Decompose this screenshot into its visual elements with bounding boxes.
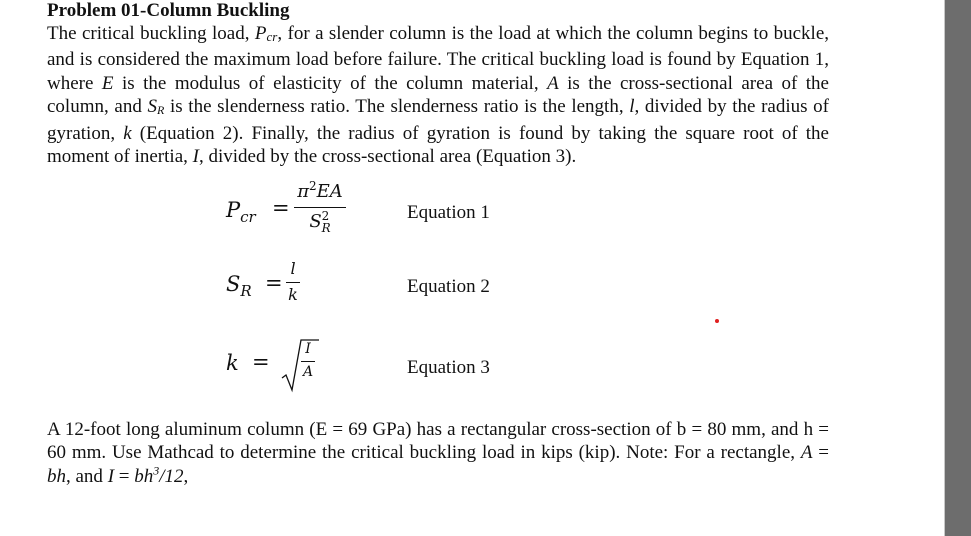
equation-2-label: Equation 2: [407, 276, 490, 297]
problem-title: Problem 01-Column Buckling: [47, 0, 290, 21]
equation-3-label: Equation 3: [407, 357, 490, 378]
vertical-scrollbar[interactable]: [945, 0, 971, 536]
red-dot-marker: [715, 319, 719, 323]
intro-paragraph: The critical buckling load, Pcr, for a slender column is the load at which the column begins to buckle, and is considered the maximum load before failure. The critical buckling load is found by Equation 1, where E is the modulus of elasticity of the column material, A is the cross-sectional area of the column, and SR is the slenderness ratio. The slenderness ratio is the length, l, divided by the radius of gyration, k (Equation 2). Finally, the radius of gyration is found by taking the square root of the moment of inertia, I, divided by the cross-sectional area (Equation 3).: [47, 23, 830, 168]
equation-1-label: Equation 1: [407, 202, 490, 223]
document-page: Problem 01-Column Buckling The critical buckling load, Pcr, for a slender column is the load at which the column begins to buckle, and is considered the maximum load before failure. The critical buckling load is found by Equation 1, where E is the modulus of elasticity of the column material, A is the cross-sectional area of the column, and SR is the slenderness ratio. The slenderness ratio is the length, l, divided by the radius of gyration, k (Equation 2). Finally, the radius of gyration is found by taking the square root of the moment of inertia, I, divided by the cross-sectional area (Equation 3). $P_{cr}$ = $\pi^2EA$ S 2 R Equation 1 $S_R$ = l k Equation 2 k = I A Equation 3 A 12-foot long aluminum column (E = 69 GPa) has a rectangular cross-section of b = 80 mm, and h = 60 mm. Use Mathcad to determine the critical buckling load in kips (kip). Note: For a rectangle, A = bh, and $I = bh^3/12$,: [0, 0, 945, 536]
problem-statement: A 12-foot long aluminum column (E = 69 GPa) has a rectangular cross-section of b = 80 mm, and h = 60 mm. Use Mathcad to determine the critical buckling load in kips (kip). Note: For a rectangle, A = bh, and $I = bh^3/12$,: [47, 419, 829, 487]
